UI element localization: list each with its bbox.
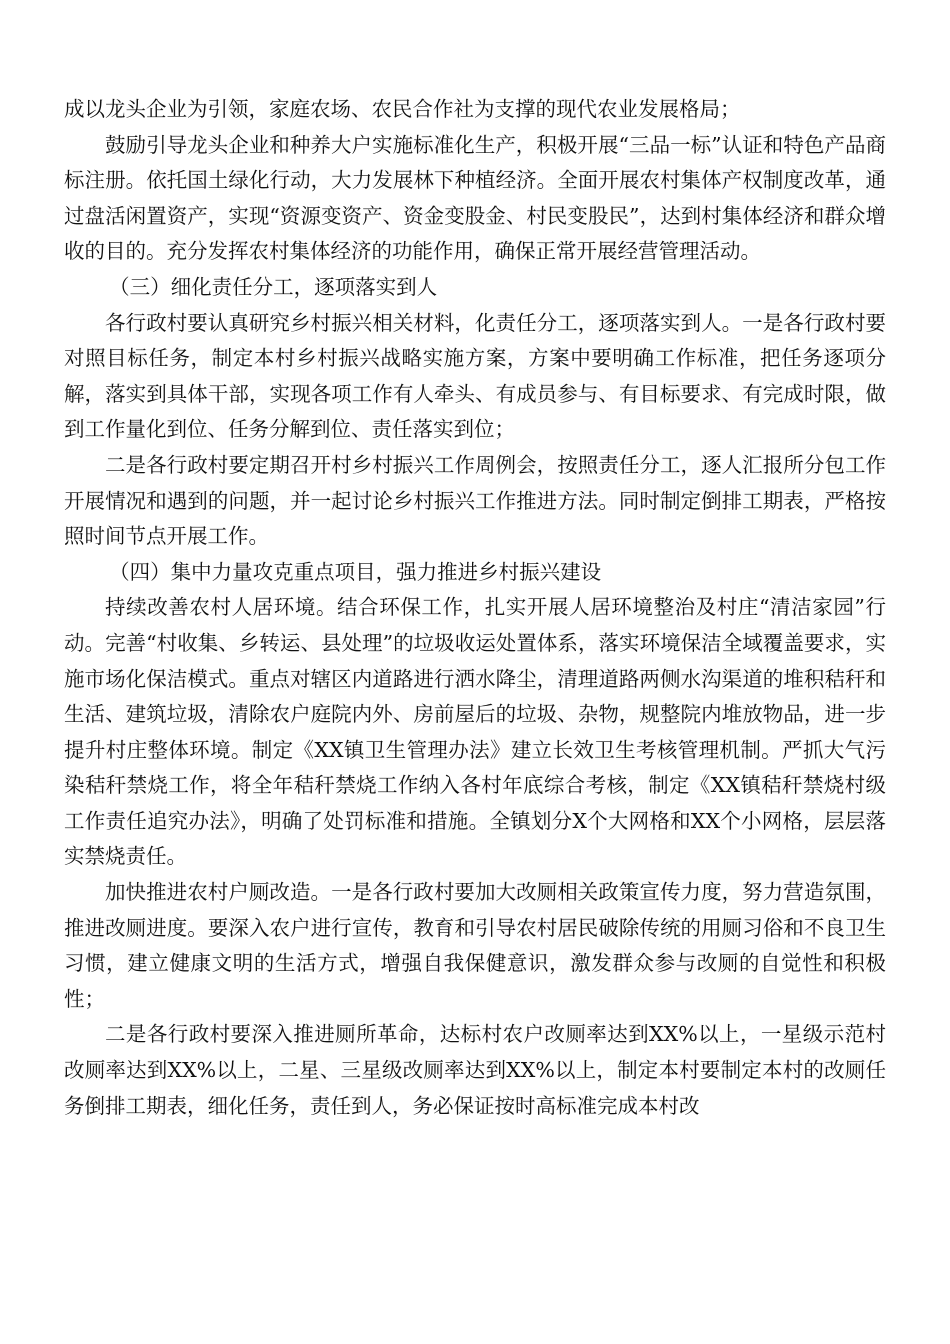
section-heading-three: （三）细化责任分工，逐项落实到人	[109, 274, 438, 299]
document-body	[64, 92, 886, 1124]
paragraph-toilet-revolution: 二是各行政村要深入推进厕所革命，达标村农户改厕率达到XX%以上，一星级示范村改厕率达到XX%以上，二星、三星级改厕率达到XX%以上，制定本村要制定本村的改厕任务倒排工期表，细化任务，责任到人，务必保证按时高标准完成本村改	[64, 1022, 886, 1118]
paragraph-responsibility: 各行政村要认真研究乡村振兴相关材料，化责任分工，逐项落实到人。一是各行政村要对照目标任务，制定本村乡村振兴战略实施方案，方案中要明确工作标准，把任务逐项分解，落实到具体干部，实现各项工作有人牵头、有成员参与、有目标要求、有完成时限，做到工作量化到位、任务分解到位、责任落实到位；	[64, 310, 886, 442]
paragraph-brand-certification: 鼓励引导龙头企业和种养大户实施标准化生产，积极开展“三品一标”认证和特色产品商标注册。依托国土绿化行动，大力发展林下种植经济。全面开展农村集体产权制度改革，通过盘活闲置资产，实现“资源变资产、资金变股金、村民变股民”，达到村集体经济和群众增收的目的。充分发挥农村集体经济的功能作用，确保正常开展经营管理活动。	[64, 132, 886, 264]
section-heading-four: （四）集中力量攻克重点项目，强力推进乡村振兴建设	[109, 559, 602, 584]
paragraph-continuation: 成以龙头企业为引领，家庭农场、农民合作社为支撑的现代农业发展格局；	[64, 97, 741, 121]
paragraph-toilet-reform: 加快推进农村户厕改造。一是各行政村要加大改厕相关政策宣传力度，努力营造氛围，推进改厕进度。要深入农户进行宣传，教育和引导农村居民破除传统的用厕习俗和不良卫生习惯，建立健康文明的生活方式，增强自我保健意识，激发群众参与改厕的自觉性和积极性；	[64, 880, 886, 1011]
paragraph-weekly-meeting: 二是各行政村要定期召开村乡村振兴工作周例会，按照责任分工，逐人汇报所分包工作开展情况和遇到的问题，并一起讨论乡村振兴工作推进方法。同时制定倒排工期表，严格按照时间节点开展工作。	[64, 452, 886, 549]
paragraph-living-environment: 持续改善农村人居环境。结合环保工作，扎实开展人居环境整治及村庄“清洁家园”行动。完善“村收集、乡转运、县处理”的垃圾收运处置体系，落实环境保洁全域覆盖要求，实施市场化保洁模式。重点对辖区内道路进行洒水降尘，清理道路两侧水沟渠道的堆积秸秆和生活、建筑垃圾，清除农户庭院内外、房前屋后的垃圾、杂物，规整院内堆放物品，进一步提升村庄整体环境。制定《XX镇卫生管理办法》建立长效卫生考核管理机制。严抓大气污染秸秆禁烧工作，将全年秸秆禁烧工作纳入各村年底综合考核，制定《XX镇秸秆禁烧村级工作责任追究办法》，明确了处罚标准和措施。全镇划分X个大网格和XX个小网格，层层落实禁烧责任。	[64, 595, 886, 869]
